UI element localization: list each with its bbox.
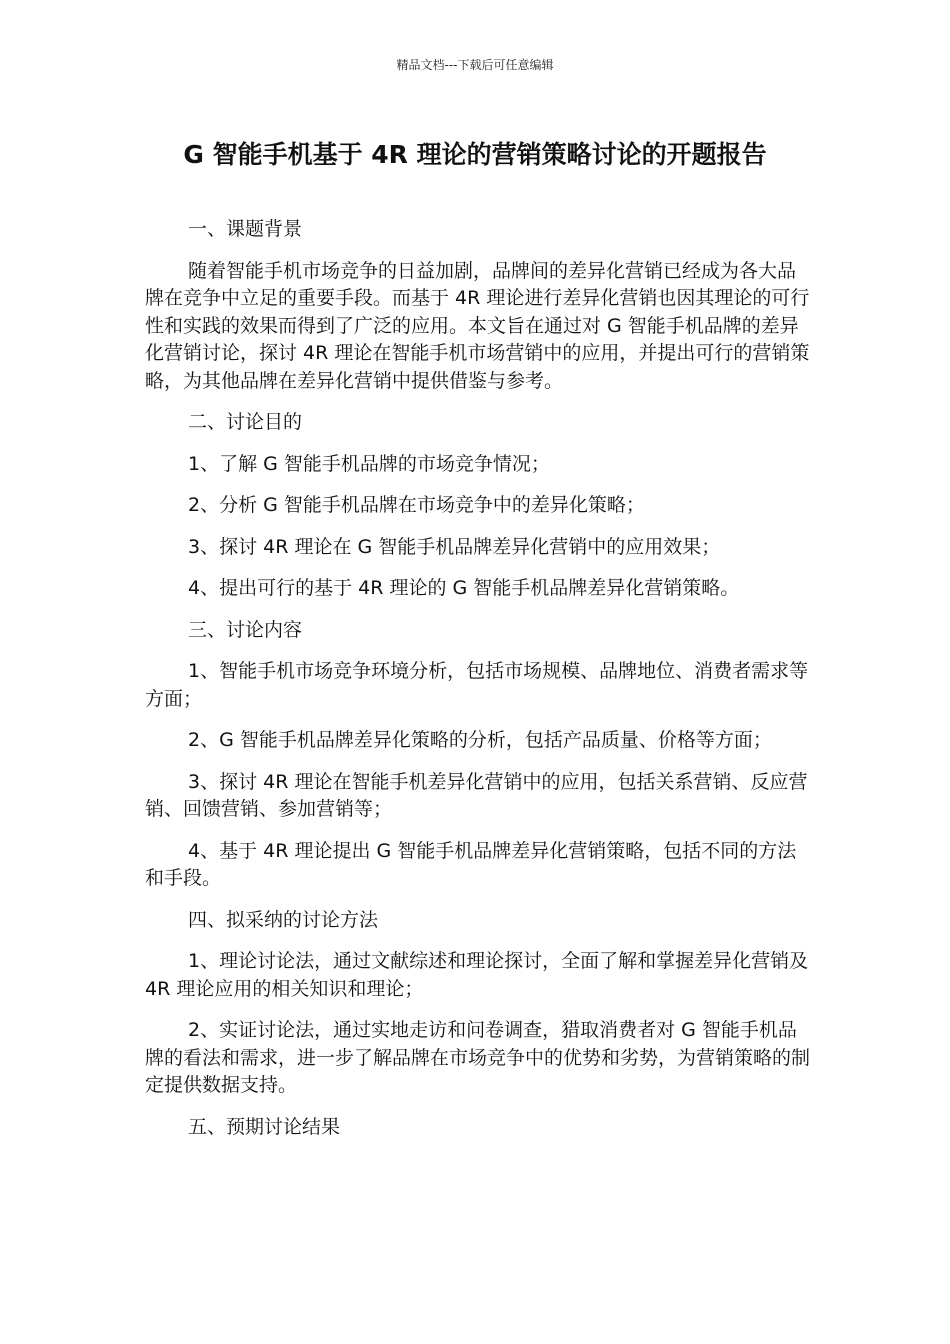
list-item: 2、G 智能手机品牌差异化策略的分析，包括产品质量、价格等方面； [188,729,772,751]
paragraph: 随着智能手机市场竞争的日益加剧，品牌间的差异化营销已经成为各大品牌在竞争中立足的重要手段。而基于 4R 理论进行差异化营销也因其理论的可行性和实践的效果而得到了广泛的应用。本文旨在通过对 G 智能手机品牌的差异化营销讨论，探讨 4R 理论在智能手机市场营销中的应用，并提出可行的营销策略，为其他品牌在差异化营销中提供借鉴与参考。 [145,259,810,392]
list-item: 2、分析 G 智能手机品牌在市场竞争中的差异化策略； [188,494,645,516]
section-objectives [145,409,811,603]
section-heading: 二、讨论目的 [188,411,303,433]
header-note: 精品文档---下载后可任意编辑 [396,58,554,72]
section-expected-results [145,1114,811,1142]
list-item: 1、智能手机市场竞争环境分析，包括市场规模、品牌地位、消费者需求等方面； [145,660,809,710]
section-heading: 四、拟采纳的讨论方法 [188,908,379,931]
document-body [145,216,811,1155]
section-heading: 三、讨论内容 [188,618,303,641]
document-title: G 智能手机基于 4R 理论的营销策略讨论的开题报告 [183,140,767,169]
list-item: 3、探讨 4R 理论在智能手机差异化营销中的应用，包括关系营销、反应营销、回馈营销、参加营销等； [145,770,808,820]
list-item: 3、探讨 4R 理论在 G 智能手机品牌差异化营销中的应用效果； [188,535,721,558]
list-item: 1、了解 G 智能手机品牌的市场竞争情况； [188,452,550,475]
section-heading: 一、课题背景 [188,218,303,240]
list-item: 4、基于 4R 理论提出 G 智能手机品牌差异化营销策略，包括不同的方法和手段。 [145,839,797,889]
list-item: 4、提出可行的基于 4R 理论的 G 智能手机品牌差异化营销策略。 [188,577,740,599]
section-background [145,216,811,395]
section-content [145,617,811,893]
section-heading: 五、预期讨论结果 [188,1115,341,1138]
list-item: 1、理论讨论法，通过文献综述和理论探讨，全面了解和掌握差异化营销及 4R 理论应用的相关知识和理论； [145,950,809,1000]
list-item: 2、实证讨论法，通过实地走访和问卷调查，猎取消费者对 G 智能手机品牌的看法和需求，进一步了解品牌在市场竞争中的优势和劣势，为营销策略的制定提供数据支持。 [145,1019,811,1096]
section-methods [145,907,811,1100]
